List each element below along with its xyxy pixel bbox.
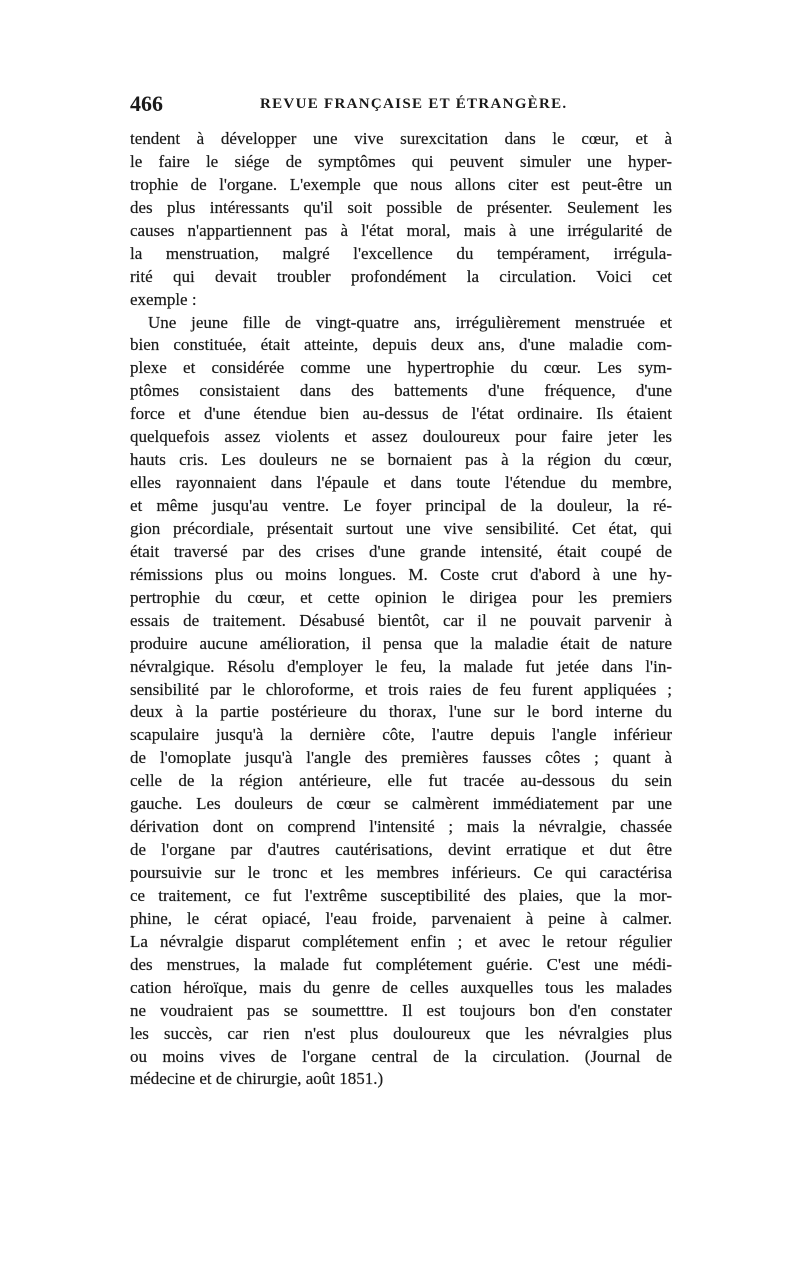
text-line: cation héroïque, mais du genre de celles auxquelles tous les malades <box>130 977 672 997</box>
text-line: et même jusqu'au ventre. Le foyer principal de la douleur, la ré- <box>130 496 672 515</box>
text-line: poursuivie sur le tronc et les membres inférieurs. Ce qui caractérisa <box>130 863 672 882</box>
text-line: de l'organe par d'autres cautérisations, devint erratique et dut être <box>130 840 672 860</box>
text-line: ne voudraient pas se soumetttre. Il est toujours bon d'en constater <box>130 1000 672 1020</box>
running-head <box>130 90 672 120</box>
page-number: 466 <box>130 91 163 116</box>
text-line: bien constituée, était atteinte, depuis deux ans, d'une maladie com- <box>130 335 672 355</box>
text-line: force et d'une étendue bien au-dessus de l'état ordinaire. Ils étaient <box>130 404 672 424</box>
text-line: produire aucune amélioration, il pensa que la maladie était de nature <box>130 633 672 653</box>
text-line: elles rayonnaient dans l'épaule et dans toute l'étendue du membre, <box>130 473 672 493</box>
text-line: la menstruation, malgré l'excellence du tempérament, irrégula- <box>130 243 672 263</box>
text-line: Une jeune fille de vingt-quatre ans, irrégulièrement menstruée et <box>148 312 672 332</box>
text-line: était traversé par des crises d'une grande intensité, était coupé de <box>130 541 672 561</box>
text-line: La névralgie disparut complétement enfin ; et avec le retour régulier <box>130 931 672 951</box>
text-line: scapulaire jusqu'à la dernière côte, l'autre depuis l'angle inférieur <box>130 725 672 745</box>
text-line: rémissions plus ou moins longues. M. Coste crut d'abord à une hy- <box>130 564 672 584</box>
text-line: ptômes consistaient dans des battements d'une fréquence, d'une <box>130 381 672 401</box>
text-line: dérivation dont on comprend l'intensité ; mais la névralgie, chassée <box>130 817 672 837</box>
text-line: essais de traitement. Désabusé bientôt, car il ne pouvait parvenir à <box>130 610 672 630</box>
text-line: quelquefois assez violents et assez douloureux pour faire jeter les <box>130 427 672 447</box>
text-line: gion précordiale, présentait surtout une vive sensibilité. Cet état, qui <box>130 518 672 538</box>
text-line: médecine et de chirurgie, août 1851.) <box>130 1069 384 1089</box>
text-line: ou moins vives de l'organe central de la circulation. (Journal de <box>130 1046 672 1066</box>
text-line: causes n'appartiennent pas à l'état moral, mais à une irrégularité de <box>130 220 672 240</box>
text-line: pertrophie du cœur, et cette opinion le dirigea pour les premiers <box>130 587 672 607</box>
text-line: les succès, car rien n'est plus douloureux que les névralgies plus <box>130 1023 672 1043</box>
text-line: plexe et considérée comme une hypertrophie du cœur. Les sym- <box>130 358 672 378</box>
text-line: des plus intéressants qu'il soit possible de présenter. Seulement les <box>130 197 672 217</box>
text-line: hauts cris. Les douleurs ne se bornaient pas à la région du cœur, <box>130 450 672 470</box>
text-line: le faire le siége de symptômes qui peuvent simuler une hyper- <box>130 151 672 171</box>
text-line: celle de la région antérieure, elle fut tracée au-dessous du sein <box>130 771 672 791</box>
text-line: de l'omoplate jusqu'à l'angle des premières fausses côtes ; quant à <box>130 748 672 768</box>
text-line: névralgique. Résolu d'employer le feu, la malade fut jetée dans l'in- <box>130 656 672 676</box>
text-line: tendent à développer une vive surexcitation dans le cœur, et à <box>130 129 672 148</box>
text-line: deux à la partie postérieure du thorax, l'une sur le bord interne du <box>130 702 672 722</box>
text-line: gauche. Les douleurs de cœur se calmèrent immédiatement par une <box>130 794 672 814</box>
text-line: trophie de l'organe. L'exemple que nous allons citer est peut-être un <box>130 174 672 194</box>
body-text <box>130 128 672 1091</box>
text-line: phine, le cérat opiacé, l'eau froide, parvenaient à peine à calmer. <box>130 908 672 928</box>
running-title: REVUE FRANÇAISE ET ÉTRANGÈRE. <box>260 96 568 112</box>
text-line: rité qui devait troubler profondément la circulation. Voici cet <box>130 266 672 286</box>
text-line: ce traitement, ce fut l'extrême susceptibilité des plaies, que la mor- <box>130 885 672 905</box>
text-line: exemple : <box>130 289 197 309</box>
text-line: des menstrues, la malade fut complétement guérie. C'est une médi- <box>130 954 672 974</box>
text-line: sensibilité par le chloroforme, et trois raies de feu furent appliquées ; <box>130 679 672 699</box>
